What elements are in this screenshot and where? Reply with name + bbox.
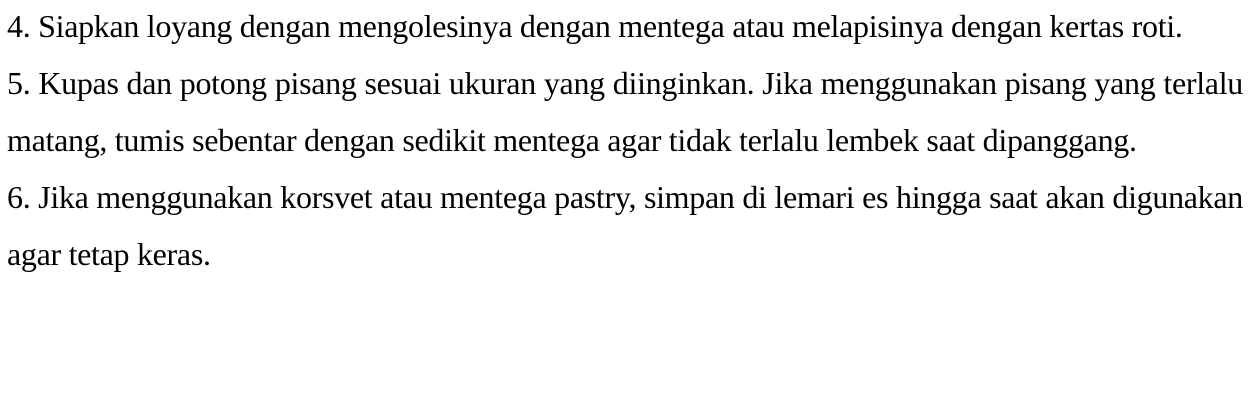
instruction-steps [7, 0, 1243, 283]
step-5: 5. Kupas dan potong pisang sesuai ukuran yang diinginkan. Jika menggunakan pisang yang terlalu matang, tumis sebentar dengan sedikit mentega agar tidak terlalu lembek saat dipanggang. [7, 65, 1243, 158]
step-4: 4. Siapkan loyang dengan mengolesinya dengan mentega atau melapisinya dengan kertas roti. [7, 8, 1183, 44]
step-6: 6. Jika menggunakan korsvet atau mentega pastry, simpan di lemari es hingga saat akan digunakan agar tetap keras. [7, 179, 1243, 272]
